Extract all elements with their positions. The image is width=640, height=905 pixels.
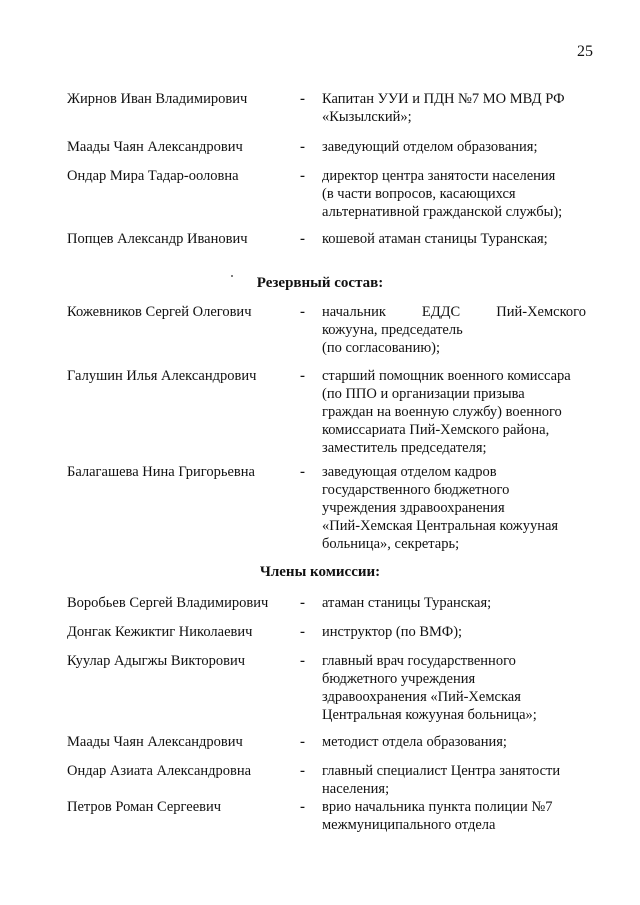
member-name: Кожевников Сергей Олегович — [67, 304, 252, 320]
member-role: атаман станицы Туранская; — [322, 595, 492, 611]
member-name: Воробьев Сергей Владимирович — [67, 595, 269, 611]
dash-separator: - — [300, 368, 305, 384]
dash-separator: - — [300, 139, 305, 155]
dash-separator: - — [300, 168, 305, 184]
dash-separator: - — [300, 464, 305, 480]
member-name: Балагашева Нина Григорьевна — [67, 464, 255, 480]
member-role: врио начальника пункта полиции №7 межмуниципального отдела — [322, 799, 553, 833]
dash-separator: - — [300, 763, 305, 779]
member-role-first-line — [322, 303, 586, 321]
member-name: Куулар Адыгжы Викторович — [67, 653, 245, 669]
dash-separator: - — [300, 653, 305, 669]
member-name: Маады Чаян Александрович — [67, 734, 243, 750]
dash-separator: - — [300, 799, 305, 815]
member-name: Попцев Александр Иванович — [67, 231, 248, 247]
dash-separator: - — [300, 231, 305, 247]
dash-separator: - — [300, 734, 305, 750]
role-word: Пий-Хемского — [496, 304, 586, 320]
dash-separator: - — [300, 91, 305, 107]
member-role: заведующий отделом образования; — [322, 139, 538, 155]
dash-separator: - — [300, 624, 305, 640]
member-name: Ондар Мира Тадар-ооловна — [67, 168, 239, 184]
role-word: ЕДДС — [421, 304, 461, 320]
member-role: методист отдела образования; — [322, 734, 507, 750]
member-role: Капитан УУИ и ПДН №7 МО МВД РФ «Кызылский»; — [322, 91, 565, 125]
member-name: Петров Роман Сергеевич — [67, 799, 222, 815]
member-role — [322, 303, 592, 357]
member-name: Ондар Азиата Александровна — [67, 763, 252, 779]
member-name: Жирнов Иван Владимирович — [67, 91, 248, 107]
section-heading-members: Члены комиссии: — [259, 564, 381, 580]
dash-separator: - — [300, 595, 305, 611]
member-role: заведующая отделом кадров государственного бюджетного учреждения здравоохранения «Пий-Хемская Центральная кожууная больница», секретарь; — [322, 464, 559, 552]
member-role: главный врач государственного бюджетного учреждения здравоохранения «Пий-Хемская Центральная кожууная больница»; — [322, 653, 537, 723]
member-role-rest: кожууна, председатель (по согласованию); — [322, 322, 463, 356]
member-name: Донгак Кежиктиг Николаевич — [67, 624, 253, 640]
page-number: 25 — [577, 43, 593, 60]
role-word: начальник — [322, 304, 386, 320]
member-role: директор центра занятости населения (в части вопросов, касающихся альтернативной гражданской службы); — [322, 168, 563, 220]
member-role: кошевой атаман станицы Туранская; — [322, 231, 548, 247]
member-role: инструктор (по ВМФ); — [322, 624, 463, 640]
dash-separator: - — [300, 304, 305, 320]
member-role: главный специалист Центра занятости населения; — [322, 763, 561, 797]
section-heading-reserve: Резервный состав: — [256, 275, 384, 291]
member-name: Галушин Илья Александрович — [67, 368, 257, 384]
member-role: старший помощник военного комиссара (по ППО и организации призыва граждан на военную службу) военного комиссариата Пий-Хемского района, заместитель председателя; — [322, 368, 571, 456]
member-name: Маады Чаян Александрович — [67, 139, 243, 155]
